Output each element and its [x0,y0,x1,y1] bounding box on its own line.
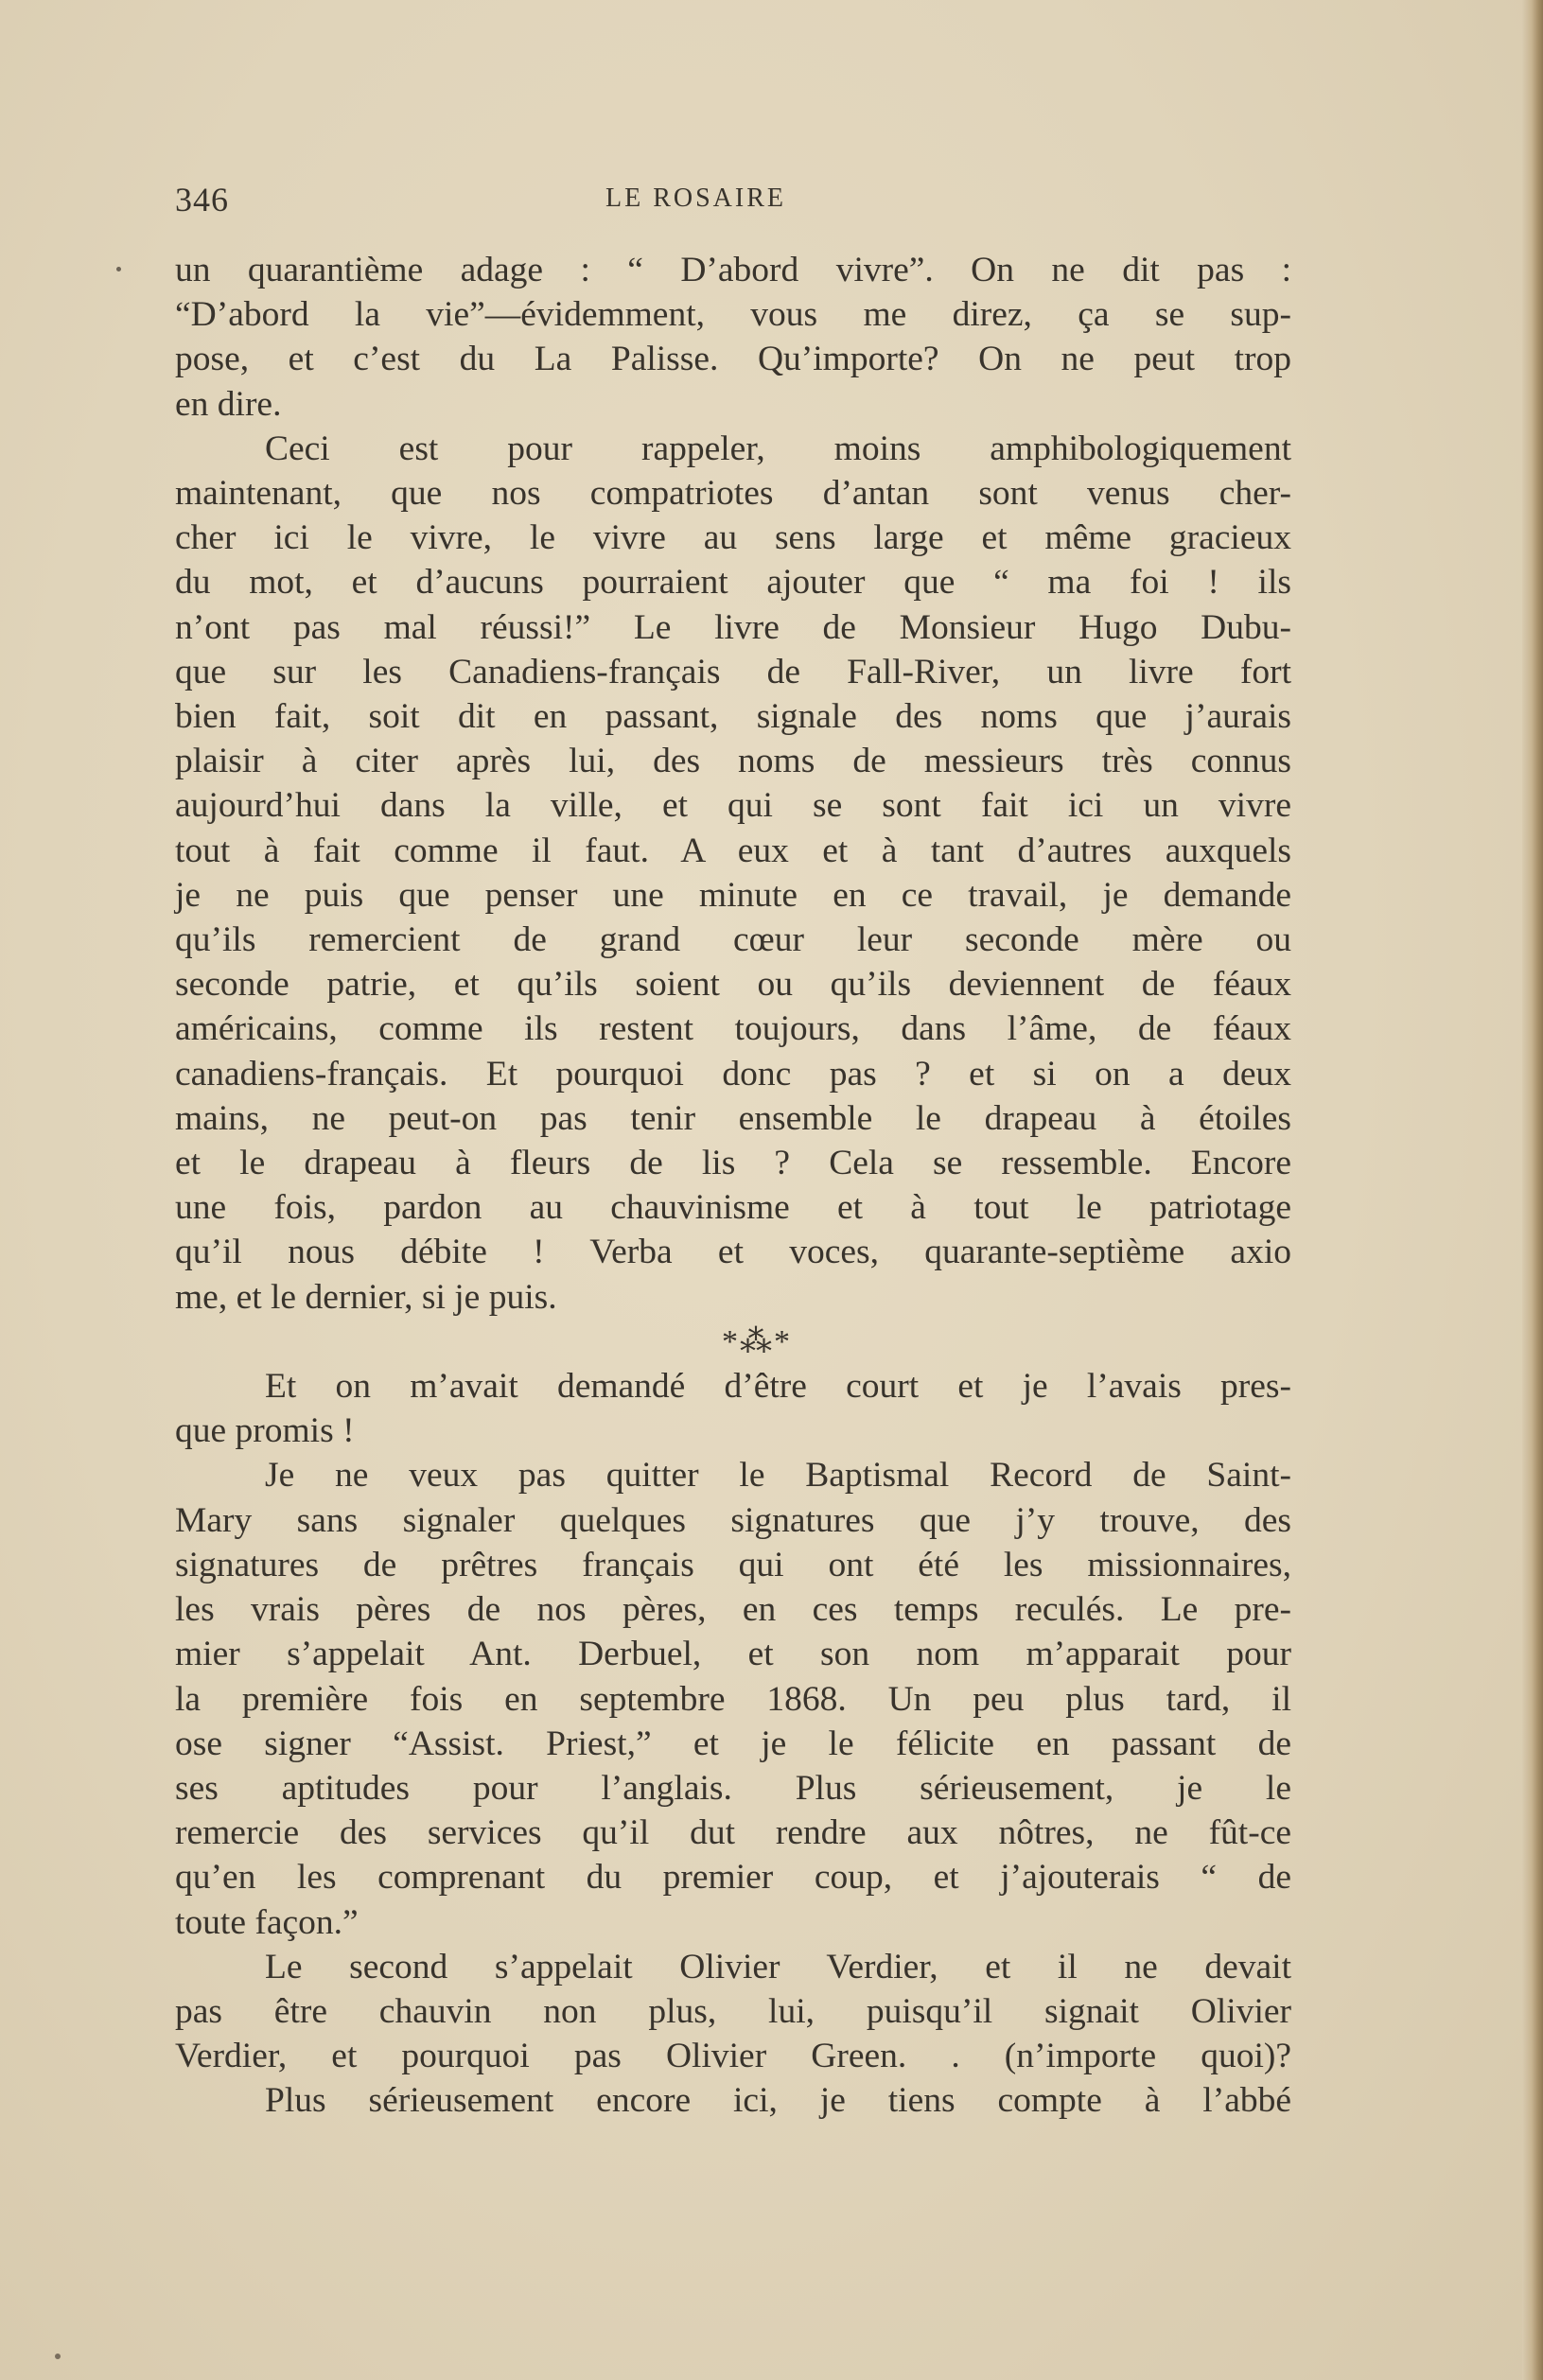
text-line: Et on m’avait demandé d’être court et je l’avais pres- [265,1367,1291,1407]
text-line: signatures de prêtres français qui ont été les missionnaires, [175,1545,1291,1584]
text-line: seconde patrie, et qu’ils soient ou qu’ils deviennent de féaux [175,965,1291,1005]
text-line: qu’en les comprenant du premier coup, et j’ajouterais “ de [175,1858,1291,1898]
paragraph [175,248,1291,427]
running-title: LE ROSAIRE [605,184,786,213]
text-line: mier s’appelait Ant. Derbuel, et son nom m’apparait pour [175,1635,1291,1674]
text-line: cher ici le vivre, le vivre au sens large et même gracieux [175,518,1291,558]
text-line: Je ne veux pas quitter le Baptismal Record de Saint- [265,1456,1291,1496]
section-break-asterism: *⁂* [722,1323,792,1359]
ink-speck [55,2354,61,2359]
text-line: maintenant, que nos compatriotes d’antan sont venus cher- [175,474,1291,514]
text-line: je ne puis que penser une minute en ce travail, je demande [175,875,1291,915]
text-line: Plus sérieusement encore ici, je tiens compte à l’abbé [265,2081,1291,2121]
text-line: ses aptitudes pour l’anglais. Plus sérieusement, je le [175,1768,1291,1808]
text-line: pose, et c’est du La Palisse. Qu’importe? On ne peut trop [175,340,1291,379]
text-line: que sur les Canadiens-français de Fall-River, un livre fort [175,652,1291,691]
text-line: qu’ils remercient de grand cœur leur seconde mère ou [175,920,1291,960]
text-line: Mary sans signaler quelques signatures que j’y trouve, des [175,1500,1291,1540]
paragraph [175,427,1291,1320]
text-line: bien fait, soit dit en passant, signale des noms que j’aurais [175,697,1291,737]
text-line: Le second s’appelait Olivier Verdier, et il ne devait [265,1947,1291,1986]
text-line: Ceci est pour rappeler, moins amphibologiquement [265,429,1291,468]
text-line: américains, comme ils restent toujours, dans l’âme, de féaux [175,1009,1291,1049]
text-line: la première fois en septembre 1868. Un peu plus tard, il [175,1679,1291,1719]
text-line: pas être chauvin non plus, lui, puisqu’il signait Olivier [175,1991,1291,2031]
text-line: en dire. [175,384,282,424]
page-header [175,180,1291,223]
paragraph [175,1364,1291,1453]
text-line: qu’il nous débite ! Verba et voces, quarante-septième axio [175,1233,1291,1272]
text-line: Verdier, et pourquoi pas Olivier Green. . (n’importe quoi)? [175,2037,1291,2076]
text-line: ose signer “Assist. Priest,” et je le félicite en passant de [175,1724,1291,1763]
text-line: tout à fait comme il faut. A eux et à tant d’autres auxquels [175,831,1291,870]
paragraph [175,1945,1291,2124]
ink-speck [116,267,121,271]
text-line: mains, ne peut-on pas tenir ensemble le drapeau à étoiles [175,1098,1291,1138]
text-line: “D’abord la vie”—évidemment, vous me direz, ça se sup- [175,295,1291,335]
text-line: toute façon.” [175,1902,359,1942]
text-line: canadiens-français. Et pourquoi donc pas ? et si on a deux [175,1054,1291,1094]
text-line: aujourd’hui dans la ville, et qui se sont fait ici un vivre [175,786,1291,826]
page-edge-shadow [1522,0,1543,2380]
text-line: du mot, et d’aucuns pourraient ajouter que “ ma foi ! ils [175,563,1291,603]
paragraph [175,1453,1291,1944]
text-line: plaisir à citer après lui, des noms de messieurs très connus [175,742,1291,781]
text-line: remercie des services qu’il dut rendre aux nôtres, ne fût-ce [175,1813,1291,1853]
text-line: que promis ! [175,1411,355,1451]
text-line: et le drapeau à fleurs de lis ? Cela se ressemble. Encore [175,1144,1291,1183]
page-number: 346 [175,181,229,219]
body-text [175,248,1291,2124]
text-line: une fois, pardon au chauvinisme et à tout le patriotage [175,1188,1291,1228]
text-line: n’ont pas mal réussi!” Le livre de Monsieur Hugo Dubu- [175,607,1291,647]
text-line: un quarantième adage : “ D’abord vivre”. On ne dit pas : [175,251,1291,289]
text-line: me, et le dernier, si je puis. [175,1277,557,1317]
text-line: les vrais pères de nos pères, en ces temps reculés. Le pre- [175,1590,1291,1630]
